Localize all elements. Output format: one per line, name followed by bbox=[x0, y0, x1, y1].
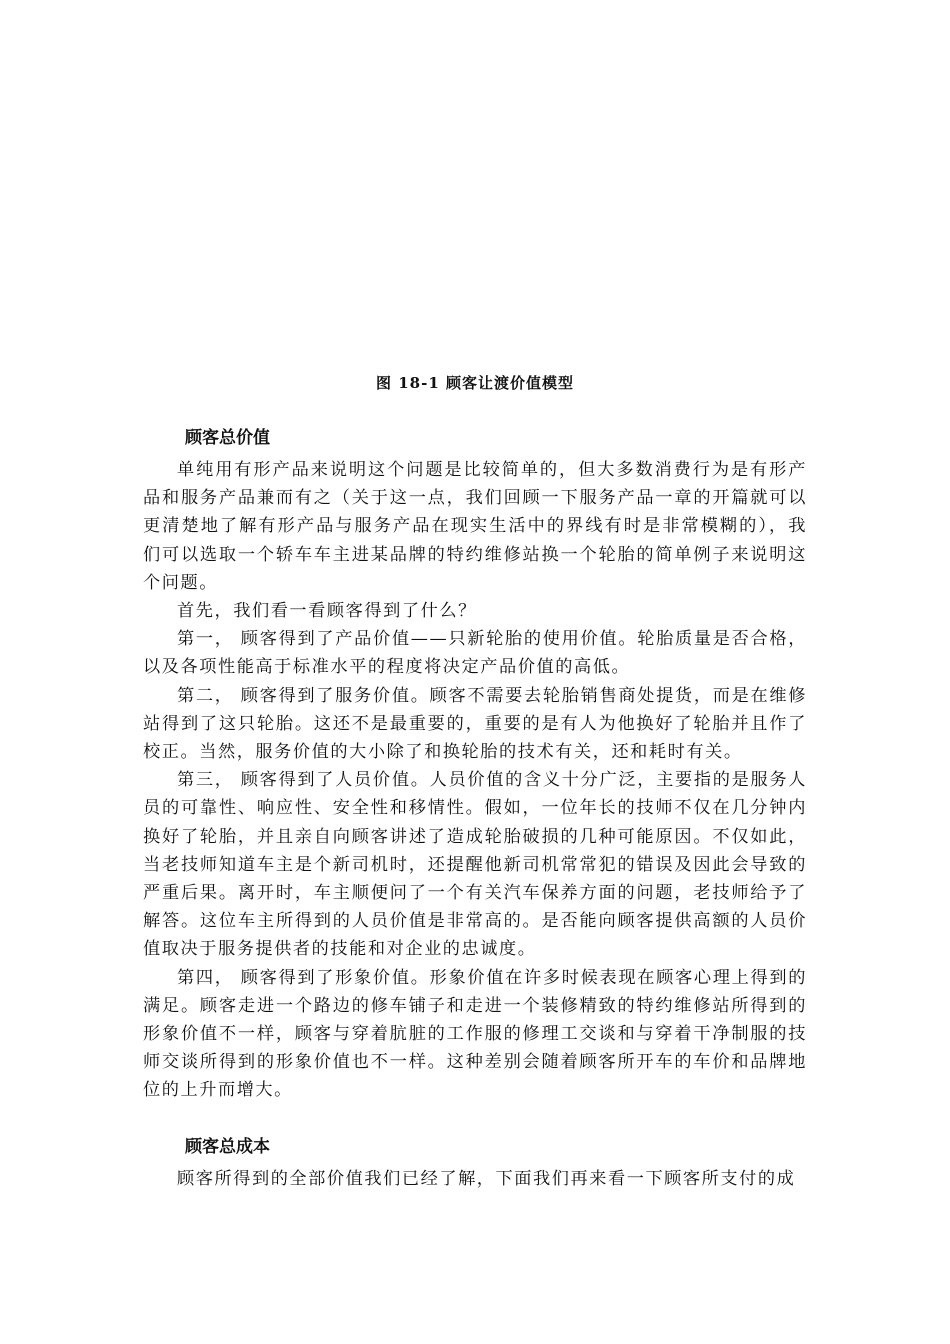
paragraph-service-value: 第二， 顾客得到了服务价值。顾客不需要去轮胎销售商处提货，而是在维修站得到了这只轮胎。这还不是最重要的，重要的是有人为他换好了轮胎并且作了校正。当然，服务价值的大小除了和换轮胎的技术有关，还和耗时有关。 bbox=[143, 685, 807, 763]
body-content bbox=[143, 424, 807, 1193]
paragraph-product-value: 第一， 顾客得到了产品价值——只新轮胎的使用价值。轮胎质量是否合格，以及各项性能高于标准水平的程度将决定产品价值的高低。 bbox=[143, 629, 807, 678]
section-heading-total-value: 顾客总价值 bbox=[185, 428, 270, 448]
paragraph-cost-intro: 顾客所得到的全部价值我们已经了解，下面我们再来看一下顾客所支付的成 bbox=[177, 1168, 796, 1189]
paragraph-personnel-value: 第三， 顾客得到了人员价值。人员价值的含义十分广泛，主要指的是服务人员的可靠性、响应性、安全性和移情性。假如，一位年长的技师不仅在几分钟内换好了轮胎，并且亲自向顾客讲述了造成轮胎破损的几种可能原因。不仅如此，当老技师知道车主是个新司机时，还提醒他新司机常常犯的错误及因此会导致的严重后果。离开时，车主顺便问了一个有关汽车保养方面的问题，老技师给予了解答。这位车主所得到的人员价值是非常高的。是否能向顾客提供高额的人员价值取决于服务提供者的技能和对企业的忠诚度。 bbox=[143, 770, 807, 960]
paragraph-image-value: 第四， 顾客得到了形象价值。形象价值在许多时候表现在顾客心理上得到的满足。顾客走进一个路边的修车铺子和走进一个装修精致的特约维修站所得到的形象价值不一样，顾客与穿着肮脏的工作服的修理工交谈和与穿着干净制服的技师交谈所得到的形象价值也不一样。这种差别会随着顾客所开车的车价和品牌地位的上升而增大。 bbox=[143, 967, 807, 1101]
section-heading-total-cost: 顾客总成本 bbox=[185, 1136, 270, 1157]
figure-caption: 图 18-1 顾客让渡价值模型 bbox=[376, 374, 574, 392]
paragraph-question: 首先，我们看一看顾客得到了什么？ bbox=[177, 601, 477, 622]
paragraph-intro: 单纯用有形产品来说明这个问题是比较简单的，但大多数消费行为是有形产品和服务产品兼而有之（关于这一点，我们回顾一下服务产品一章的开篇就可以更清楚地了解有形产品与服务产品在现实生活中的界线有时是非常模糊的），我们可以选取一个轿车车主进某品牌的特约维修站换一个轮胎的简单例子来说明这个问题。 bbox=[143, 460, 807, 593]
